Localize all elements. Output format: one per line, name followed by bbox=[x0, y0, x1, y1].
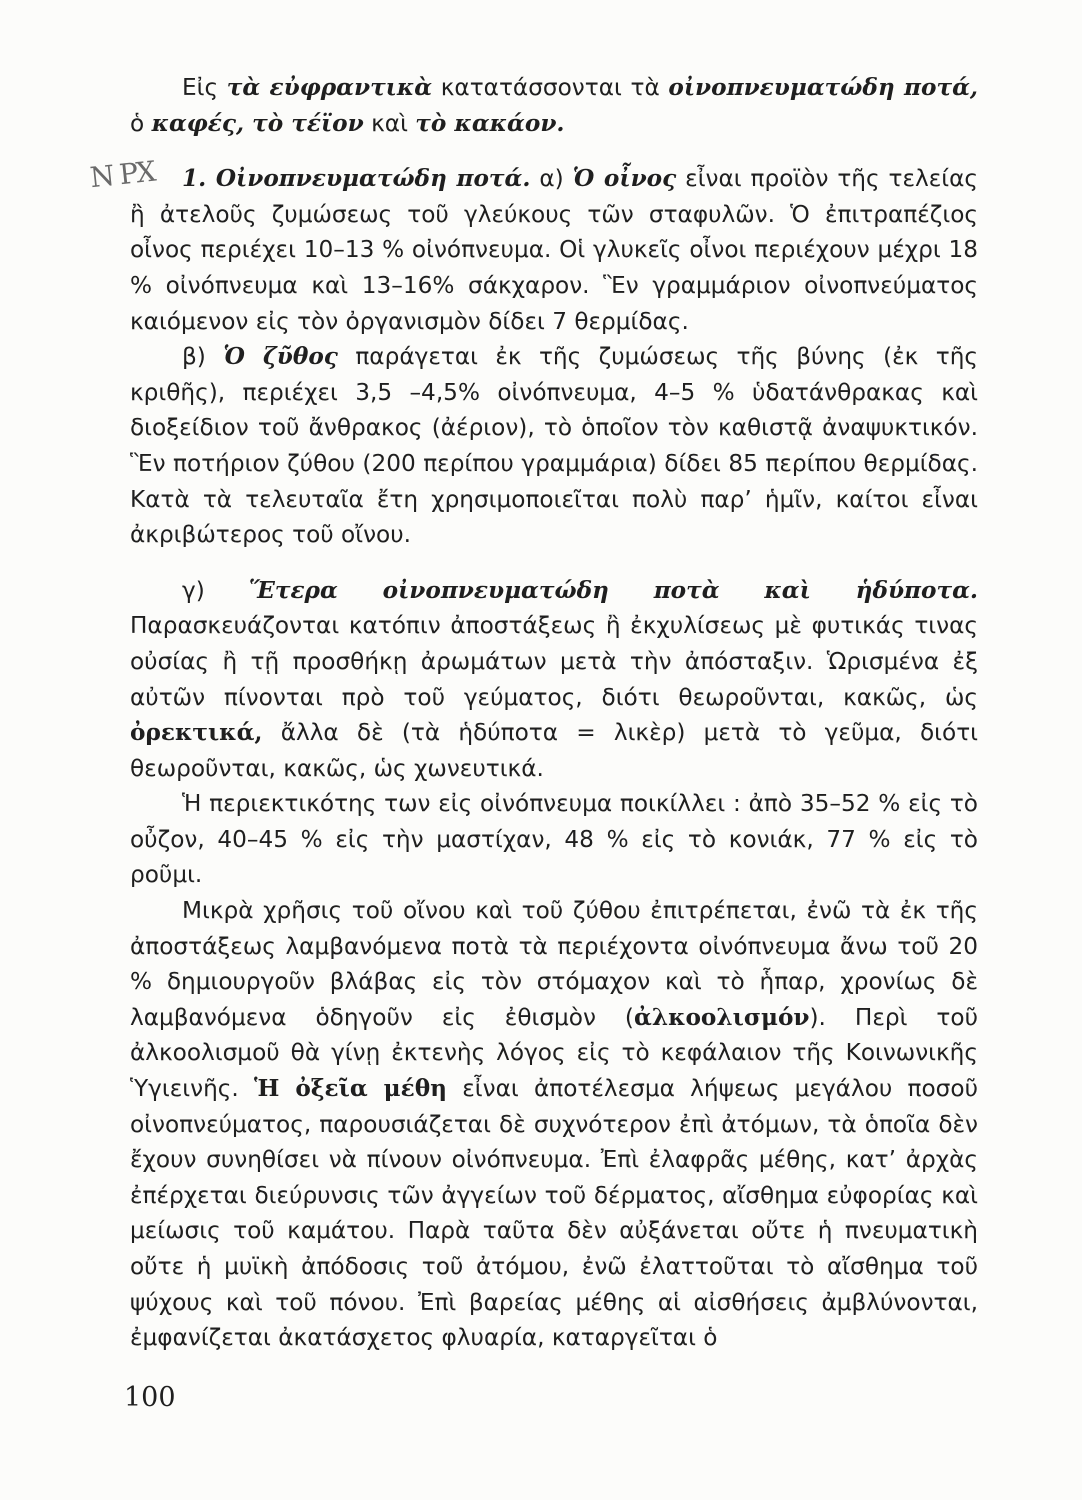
text: κατατάσσονται τὰ bbox=[432, 74, 669, 101]
term-alcoholic-drinks: οἰνοπνευματώδη ποτά, bbox=[668, 74, 978, 101]
paragraph-other-drinks bbox=[130, 573, 978, 787]
text: καὶ bbox=[363, 109, 416, 137]
term-euphrantika: τὰ εὐφραντικὰ bbox=[226, 74, 433, 101]
term-cocoa: τὸ κακάον. bbox=[415, 109, 565, 137]
text: ὁ bbox=[130, 109, 152, 137]
term-coffee-tea: καφές, τὸ τέϊον bbox=[151, 109, 364, 137]
text: γ) bbox=[182, 576, 249, 604]
section-heading: 1. Οἰνοπνευματώδη ποτά. bbox=[182, 165, 531, 193]
text: β) bbox=[182, 343, 224, 371]
text: α) bbox=[530, 165, 573, 193]
term-acute-drunkenness: Ἡ ὀξεῖα μέθη bbox=[254, 1075, 448, 1103]
page-number: 100 bbox=[124, 1382, 176, 1413]
paragraph-alcohol-content: Ἡ περιεκτικότης των εἰς οἰνόπνευμα ποικίλλει : ἀπὸ 35–52 % εἰς τὸ οὖζον, 40–45 % εἰς τὴν μαστίχαν, 48 % εἰς τὸ κονιάκ, 77 % εἰς τὸ ροῦμι. bbox=[130, 790, 978, 889]
term-alcoholism: ἀλκοολισμόν bbox=[633, 1003, 810, 1031]
text: Παρασκευάζονται κατόπιν ἀποστάξεως ἢ ἐκχυλίσεως μὲ φυτικάς τινας οὐσίας ἢ τῇ προσθήκῃ ἀρωμάτων μετὰ τὴν ἀπόσταξιν. Ὡρισμένα ἐξ αὐτῶν πίνονται πρὸ τοῦ γεύματος, διότι θεωροῦνται, κακῶς, ὡς bbox=[130, 612, 978, 711]
term-other-drinks: Ἕτερα οἰνοπνευματώδη ποτὰ καὶ ἡδύποτα. bbox=[248, 576, 978, 604]
text: παράγεται ἐκ τῆς ζυμώσεως τῆς βύνης (ἐκ τῆς κριθῆς), περιέχει 3,5 –4,5% οἰνόπνευμα, 4–5 % ὑδατάνθρακας καὶ διοξείδιον τοῦ ἄνθρακος (ἀέριον), τὸ ὁποῖον τὸν καθιστᾷ ἀναψυκτικόν. Ἓν ποτήριον ζύθου (200 περίπου γραμμάρια) δίδει 85 περίπου θερμίδας. Κατὰ τὰ τελευταῖα ἔτη χρησιμοποιεῖται πολὺ παρ’ ἡμῖν, καίτοι εἶναι ἀκριβώτερος τοῦ οἴνου. bbox=[130, 343, 979, 549]
paragraph-intro bbox=[130, 70, 978, 141]
term-wine: Ὁ οἶνος bbox=[572, 165, 677, 193]
term-beer: Ὁ ζῦθος bbox=[223, 343, 338, 371]
text: εἶναι ἀποτέλεσμα λήψεως μεγάλου ποσοῦ οἰνοπνεύματος, παρουσιάζεται δὲ συχνότερον ἐπὶ ἀτόμων, τὰ ὁποῖα δὲν ἔχουν συνηθίσει νὰ πίνουν οἰνόπνευμα. Ἐπὶ ἐλαφρᾶς μέθης, κατ’ ἀρχὰς ἐπέρχεται διεύρυνσις τῶν ἀγγείων τοῦ δέρματος, αἴσθημα εὐφορίας καὶ μείωσις τοῦ καμάτου. Παρὰ ταῦτα δὲν αὐξάνεται οὔτε ἡ πνευματικὴ οὔτε ἡ μυϊκὴ ἀπόδοσις τοῦ ἀτόμου, ἐνῶ ἐλαττοῦται τὸ αἴσθημα τοῦ ψύχους καὶ τοῦ πόνου. Ἐπὶ βαρείας μέθης αἱ αἰσθήσεις ἀμβλύνονται, ἐμφανίζεται ἀκατάσχετος φλυαρία, καταργεῖται ὁ bbox=[130, 1075, 978, 1352]
paragraph-wine bbox=[130, 161, 978, 339]
text: ἄλλα δὲ (τὰ ἡδύποτα = λικὲρ) μετὰ τὸ γεῦμα, διότι θεωροῦνται, κακῶς, ὡς χωνευτικά. bbox=[130, 719, 978, 782]
paragraph-beer bbox=[130, 339, 978, 553]
page-body bbox=[130, 70, 978, 1356]
text: Εἰς bbox=[182, 74, 227, 101]
text: Μικρὰ χρῆσις τοῦ οἴνου καὶ τοῦ ζύθου ἐπιτρέπεται, ἐνῶ τὰ ἐκ τῆς ἀποστάξεως λαμβανόμενα ποτὰ τὰ περιέχοντα οἰνόπνευμα ἄνω τοῦ 20 % δημιουργοῦν βλάβας εἰς τὸν στόμαχον καὶ τὸ ἧπαρ, χρονίως δὲ λαμβανόμενα ὁδηγοῦν εἰς ἐθισμὸν ( bbox=[130, 897, 978, 1031]
text: εἶναι προϊὸν τῆς τελείας ἢ ἀτελοῦς ζυμώσεως τοῦ γλεύκους τῶν σταφυλῶν. Ὁ ἐπιτραπέζιος οἶνος περιέχει 10–13 % οἰνόπνευμα. Οἱ γλυκεῖς οἶνοι περιέχουν μέχρι 18 % οἰνόπνευμα καὶ 13–16% σάκχαρον. Ἓν γραμμάριον οἰνοπνεύματος καιόμενον εἰς τὸν ὀργανισμὸν δίδει 7 θερμίδας. bbox=[130, 165, 978, 335]
term-appetizers: ὀρεκτικά, bbox=[130, 719, 263, 747]
margin-note: Ν ΡΧ bbox=[88, 154, 156, 195]
text: ). Περὶ τοῦ ἀλκοολισμοῦ θὰ γίνῃ ἐκτενὴς λόγος εἰς τὸ κεφάλαιον τῆς Κοινωνικῆς Ὑγιεινῆς. bbox=[130, 1003, 978, 1103]
paragraph-alcoholism bbox=[130, 893, 978, 1356]
